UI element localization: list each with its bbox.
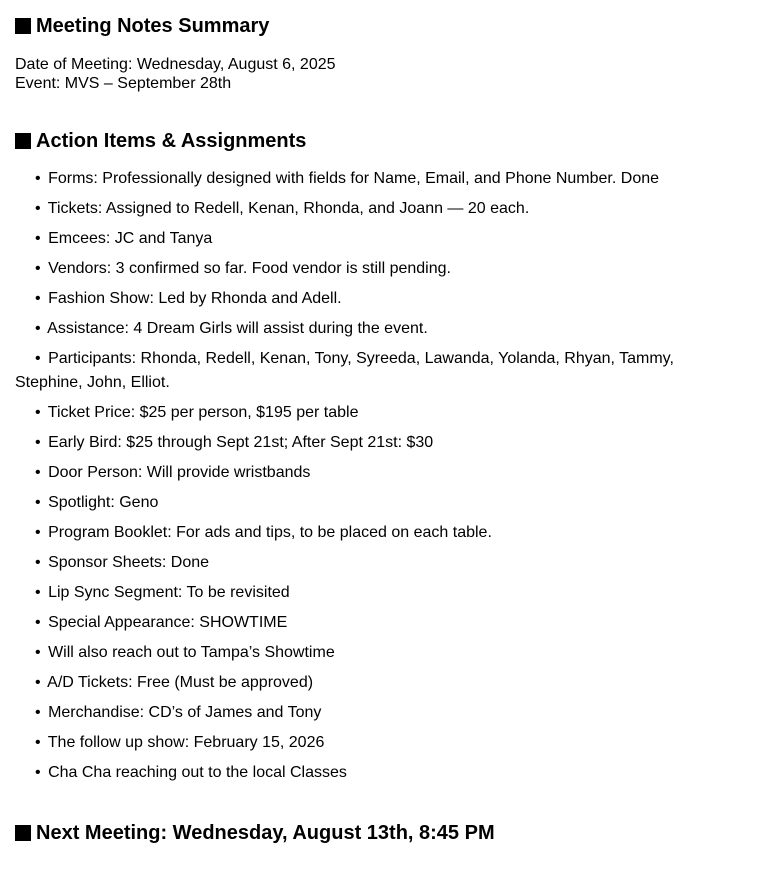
list-item: • Merchandise: CD’s of James and Tony: [35, 704, 322, 721]
list-item: • Forms: Professionally designed with fields for Name, Email, and Phone Number. Done: [35, 170, 660, 187]
bullet-icon: •: [35, 434, 41, 451]
page-title-text: Meeting Notes Summary: [36, 15, 270, 37]
bullet-icon: •: [35, 350, 41, 367]
action-items-heading: [15, 129, 755, 153]
list-item: • Program Booklet: For ads and tips, to be placed on each table.: [35, 524, 492, 541]
list-item: • Door Person: Will provide wristbands: [35, 464, 311, 481]
list-item: • Ticket Price: $25 per person, $195 per table: [35, 404, 359, 421]
bullet-icon: •: [35, 170, 41, 187]
bullet-icon: •: [35, 230, 41, 247]
bullet-icon: •: [35, 290, 41, 307]
bullet-icon: •: [35, 584, 41, 601]
document: [15, 14, 755, 845]
bullet-icon: •: [35, 704, 41, 721]
list-item: • Lip Sync Segment: To be revisited: [35, 584, 290, 601]
meeting-event: Event: MVS – September 28th: [15, 75, 232, 92]
square-bullet-icon: [15, 825, 31, 841]
bullet-icon: •: [35, 404, 41, 421]
list-item: • A/D Tickets: Free (Must be approved): [35, 674, 314, 691]
page-title: [15, 14, 755, 38]
square-bullet-icon: [15, 18, 31, 34]
action-items-heading-text: Action Items & Assignments: [36, 130, 307, 152]
bullet-icon: •: [35, 200, 41, 217]
bullet-icon: •: [35, 320, 41, 337]
bullet-icon: •: [35, 614, 41, 631]
bullet-icon: •: [35, 260, 41, 277]
list-item: • Vendors: 3 confirmed so far. Food vendor is still pending.: [35, 260, 451, 277]
list-item: • Participants: Rhonda, Redell, Kenan, Tony, Syreeda, Lawanda, Yolanda, Rhyan, Tammy, Stephine, John, Elliot.: [15, 350, 674, 391]
list-item: • Assistance: 4 Dream Girls will assist during the event.: [35, 320, 428, 337]
bullet-icon: •: [35, 464, 41, 481]
bullet-icon: •: [35, 674, 41, 691]
action-items-list: [15, 167, 755, 785]
list-item: • Will also reach out to Tampa’s Showtime: [35, 644, 335, 661]
list-item: • Emcees: JC and Tanya: [35, 230, 213, 247]
bullet-icon: •: [35, 764, 41, 781]
list-item: • Spotlight: Geno: [35, 494, 159, 511]
list-item: • Fashion Show: Led by Rhonda and Adell.: [35, 290, 342, 307]
list-item: • Cha Cha reaching out to the local Classes: [35, 764, 347, 781]
list-item: • Sponsor Sheets: Done: [35, 554, 210, 571]
meeting-date: Date of Meeting: Wednesday, August 6, 2025: [15, 56, 336, 73]
list-item: • The follow up show: February 15, 2026: [35, 734, 325, 751]
next-meeting-heading: [15, 821, 755, 845]
bullet-icon: •: [35, 494, 41, 511]
bullet-icon: •: [35, 524, 41, 541]
meeting-meta: [15, 55, 755, 93]
list-item: • Special Appearance: SHOWTIME: [35, 614, 288, 631]
list-item: • Tickets: Assigned to Redell, Kenan, Rhonda, and Joann — 20 each.: [35, 200, 530, 217]
bullet-icon: •: [35, 644, 41, 661]
list-item: • Early Bird: $25 through Sept 21st; After Sept 21st: $30: [35, 434, 434, 451]
bullet-icon: •: [35, 734, 41, 751]
next-meeting-heading-text: Next Meeting: Wednesday, August 13th, 8:45 PM: [36, 822, 495, 844]
bullet-icon: •: [35, 554, 41, 571]
square-bullet-icon: [15, 133, 31, 149]
